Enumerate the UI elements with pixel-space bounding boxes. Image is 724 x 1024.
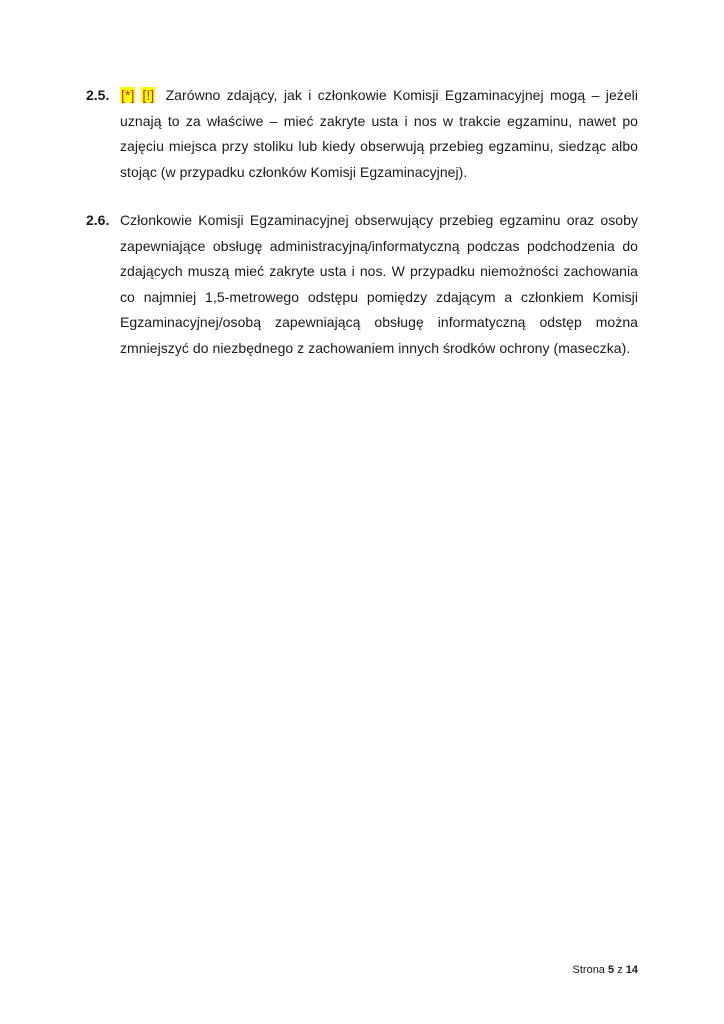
footer-current-page: 5 — [608, 964, 615, 976]
page-footer — [573, 964, 638, 976]
section-text: Zarówno zdający, jak i członkowie Komisji Egzaminacyjnej mogą – jeżeli uznają to za właściwe – mieć zakryte usta i nos w trakcie egzaminu, nawet po zajęciu miejsca przy stoliku lub kiedy obserwują przebieg egzaminu, siedząc albo stojąc (w przypadku członków Komisji Egzaminacyjnej). — [120, 87, 638, 180]
section-body — [120, 83, 638, 185]
section-2-6 — [86, 208, 638, 361]
marker-exclamation: [!] — [142, 87, 155, 103]
section-2-5 — [86, 83, 638, 185]
footer-total-pages: 14 — [625, 964, 638, 976]
section-body — [120, 208, 638, 361]
footer-prefix: Strona — [572, 964, 605, 976]
section-number: 2.6. — [86, 212, 110, 228]
footer-separator: z — [617, 964, 623, 976]
section-number: 2.5. — [86, 87, 110, 103]
marker-asterisk: [*] — [121, 87, 135, 103]
section-text: Członkowie Komisji Egzaminacyjnej obserwujący przebieg egzaminu oraz osoby zapewniające obsługę administracyjną/informatyczną podczas podchodzenia do zdających muszą mieć zakryte usta i nos. W przypadku niemożności zachowania co najmniej 1,5-metrowego odstępu pomiędzy zdającym a członkiem Komisji Egzaminacyjnej/osobą zapewniającą obsługę informatyczną odstęp można zmniejszyć do niezbędnego z zachowaniem innych środków ochrony (maseczka). — [120, 212, 638, 356]
